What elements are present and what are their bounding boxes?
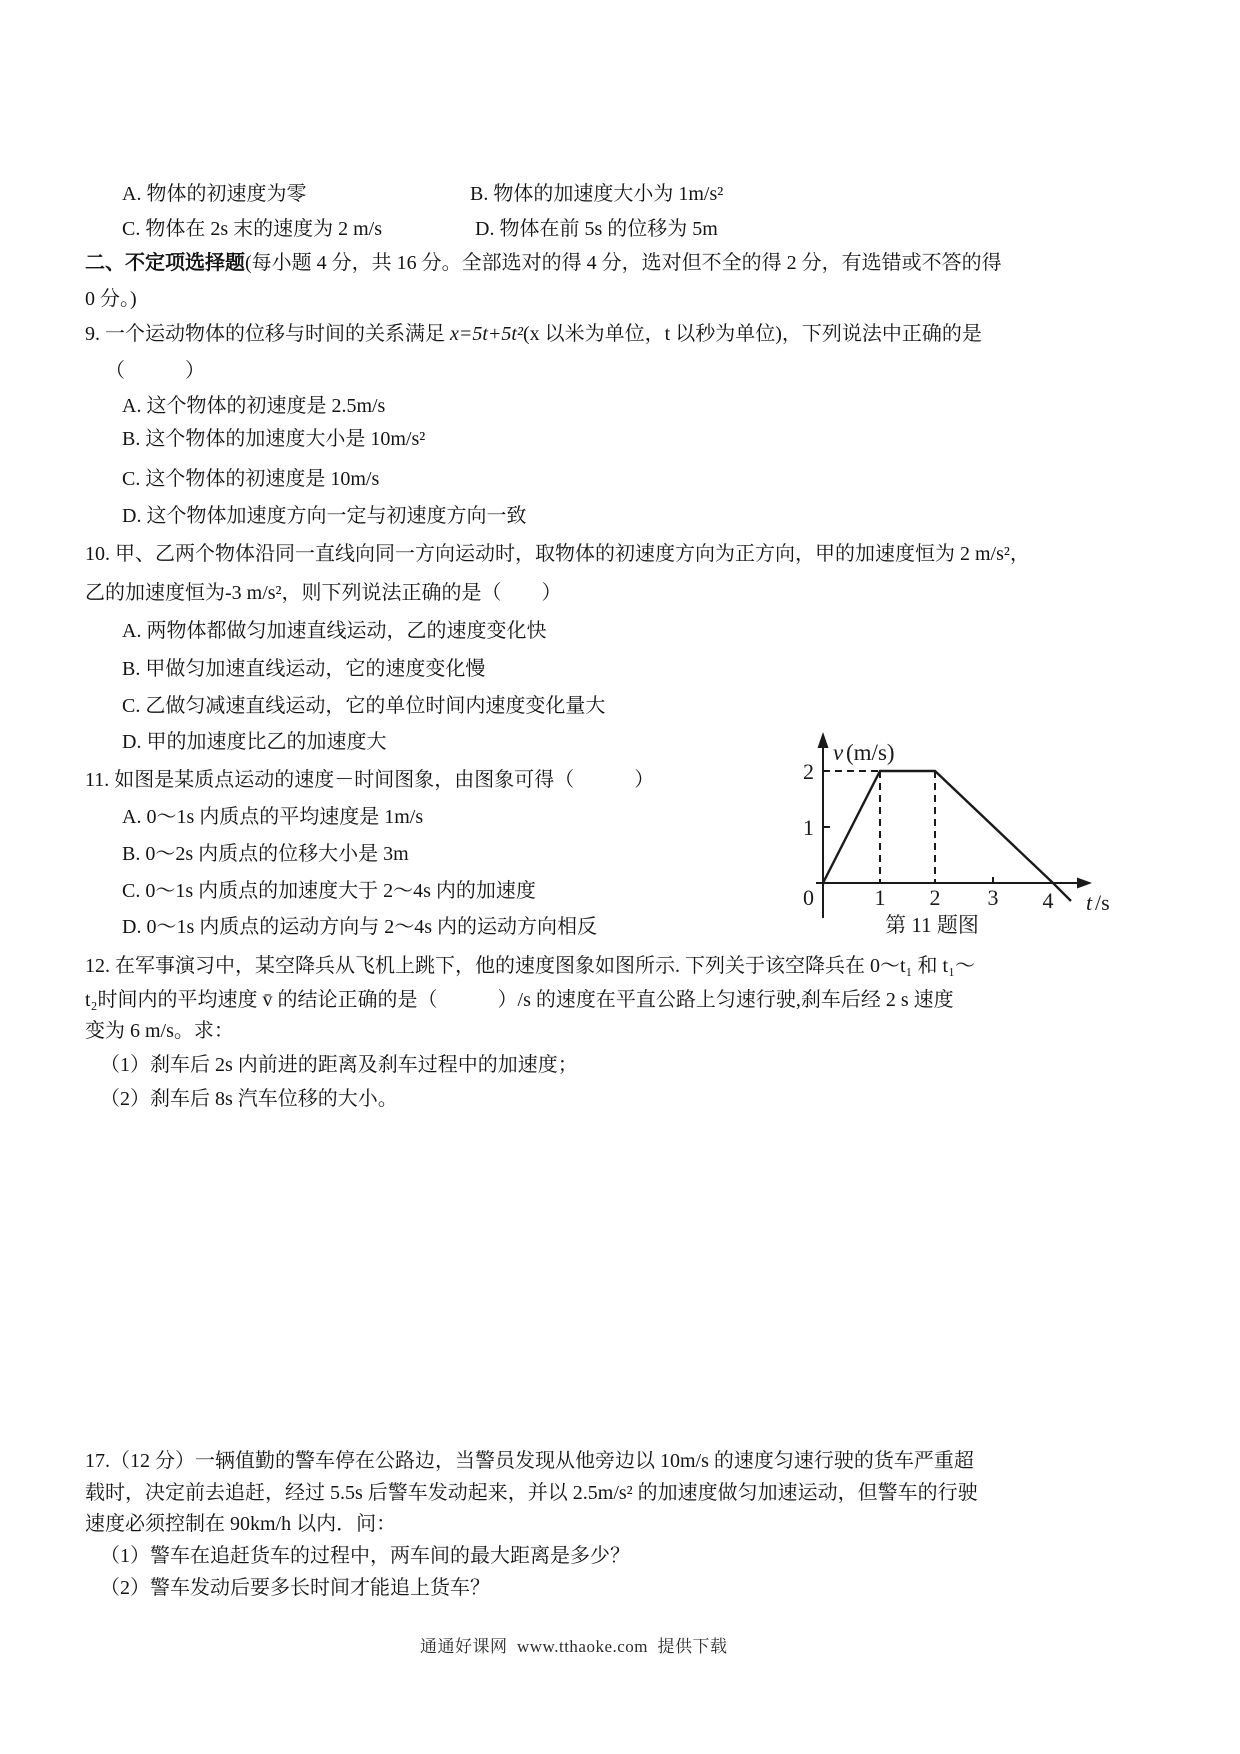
x-axis-label-t: t: [1086, 890, 1093, 915]
q8-option-d: D. 物体在前 5s 的位移为 5m: [475, 218, 718, 240]
q17-stem-line2: 载时，决定前去追赶，经过 5.5s 后警车发动起来，并以 2.5m/s² 的加速度做匀加速运动，但警车的行驶: [85, 1482, 978, 1504]
q17-stem-line3: 速度必须控制在 90km/h 以内．问：: [85, 1513, 397, 1535]
q9-stem: [85, 323, 982, 346]
q12-stem-line1: 12. 在军事演习中，某空降兵从飞机上跳下，他的速度图象如图所示. 下列关于该空降兵在 0～t₁ 和 t₁～: [85, 955, 976, 977]
q11-stem: 11. 如图是某质点运动的速度－时间图象，由图象可得（ ）: [85, 769, 655, 791]
q10-option-b: B. 甲做匀加速直线运动，它的速度变化慢: [122, 658, 486, 680]
y-tick-label-2: 2: [803, 759, 814, 784]
y-axis-label-v: v: [833, 740, 844, 765]
q9-option-c: C. 这个物体的初速度是 10m/s: [122, 468, 380, 490]
y-tick-label-1: 1: [803, 815, 814, 840]
q17-stem-line1: 17.（12 分）一辆值勤的警车停在公路边，当警员发现从他旁边以 10m/s 的速度匀速行驶的货车严重超: [85, 1450, 974, 1472]
y-axis-label-unit: (m/s): [846, 740, 895, 765]
q10-option-d: D. 甲的加速度比乙的加速度大: [122, 731, 387, 753]
q8-option-b: B. 物体的加速度大小为 1m/s²: [470, 183, 724, 205]
q8-option-a: A. 物体的初速度为零: [122, 183, 307, 205]
q12-stem-line3: 变为 6 m/s。求：: [85, 1020, 234, 1042]
q9-answer-paren: （ ）: [105, 360, 205, 382]
x-tick-label-3: 3: [987, 885, 999, 910]
q12-part-2: （2）刹车后 8s 汽车位移的大小。: [100, 1088, 398, 1110]
velocity-line: [823, 771, 1071, 901]
footer-watermark: 通通好课网 www.tthaoke.com 提供下载: [420, 1637, 728, 1656]
x-axis-arrow: [1077, 878, 1092, 889]
q11-option-c: C. 0～1s 内质点的加速度大于 2～4s 内的加速度: [122, 880, 536, 902]
x-tick-label-2: 2: [929, 885, 941, 910]
section2-heading: [85, 252, 1002, 275]
q11-velocity-time-figure: [700, 648, 1120, 953]
q9-stem-pre: 9. 一个运动物体的位移与时间的关系满足: [85, 323, 450, 345]
q10-stem-line2: 乙的加速度恒为-3 m/s²，则下列说法正确的是（ ）: [85, 582, 562, 604]
q17-part-1: （1）警车在追赶货车的过程中，两车间的最大距离是多少？: [100, 1545, 630, 1567]
q10-option-c: C. 乙做匀减速直线运动，它的单位时间内速度变化量大: [122, 695, 606, 717]
q11-option-b: B. 0～2s 内质点的位移大小是 3m: [122, 843, 409, 865]
y-axis-arrow: [818, 732, 829, 748]
x-tick-label-1: 1: [874, 885, 886, 910]
vt-graph: [700, 648, 1120, 953]
section2-rules-cont: 0 分。): [85, 288, 137, 310]
q11-option-d: D. 0～1s 内质点的运动方向与 2～4s 内的运动方向相反: [122, 916, 598, 938]
x-axis-label-unit: /s: [1095, 890, 1110, 915]
q8-option-c: C. 物体在 2s 末的速度为 2 m/s: [122, 218, 383, 240]
section2-rules: (每小题 4 分，共 16 分。全部选对的得 4 分，选对但不全的得 2 分，有选错或不答的得: [245, 252, 1002, 274]
q10-option-a: A. 两物体都做匀加速直线运动，乙的速度变化快: [122, 620, 547, 642]
q10-stem-line1: 10. 甲、乙两个物体沿同一直线向同一方向运动时，取物体的初速度方向为正方向，甲的加速度恒为 2 m/s²，: [85, 543, 1030, 565]
q9-formula: x=5t+5t²: [450, 323, 523, 345]
q9-option-a: A. 这个物体的初速度是 2.5m/s: [122, 395, 386, 417]
figure-caption: 第 11 题图: [885, 913, 979, 937]
x-tick-label-4: 4: [1042, 888, 1054, 913]
q9-option-d: D. 这个物体加速度方向一定与初速度方向一致: [122, 505, 527, 527]
q12-stem-line2: t₂时间内的平均速度 v̄ 的结论正确的是（ ）/s 的速度在平直公路上匀速行驶,刹车后经 2 s 速度: [85, 989, 954, 1011]
q11-option-a: A. 0～1s 内质点的平均速度是 1m/s: [122, 806, 424, 828]
section2-title: 二、不定项选择题: [85, 252, 245, 274]
q9-stem-post: (x 以米为单位，t 以秒为单位)，下列说法中正确的是: [522, 323, 982, 345]
q12-part-1: （1）刹车后 2s 内前进的距离及刹车过程中的加速度；: [100, 1054, 578, 1076]
q9-option-b: B. 这个物体的加速度大小是 10m/s²: [122, 428, 426, 450]
origin-label: 0: [803, 885, 814, 910]
q17-part-2: （2）警车发动后要多长时间才能追上货车？: [100, 1577, 490, 1599]
